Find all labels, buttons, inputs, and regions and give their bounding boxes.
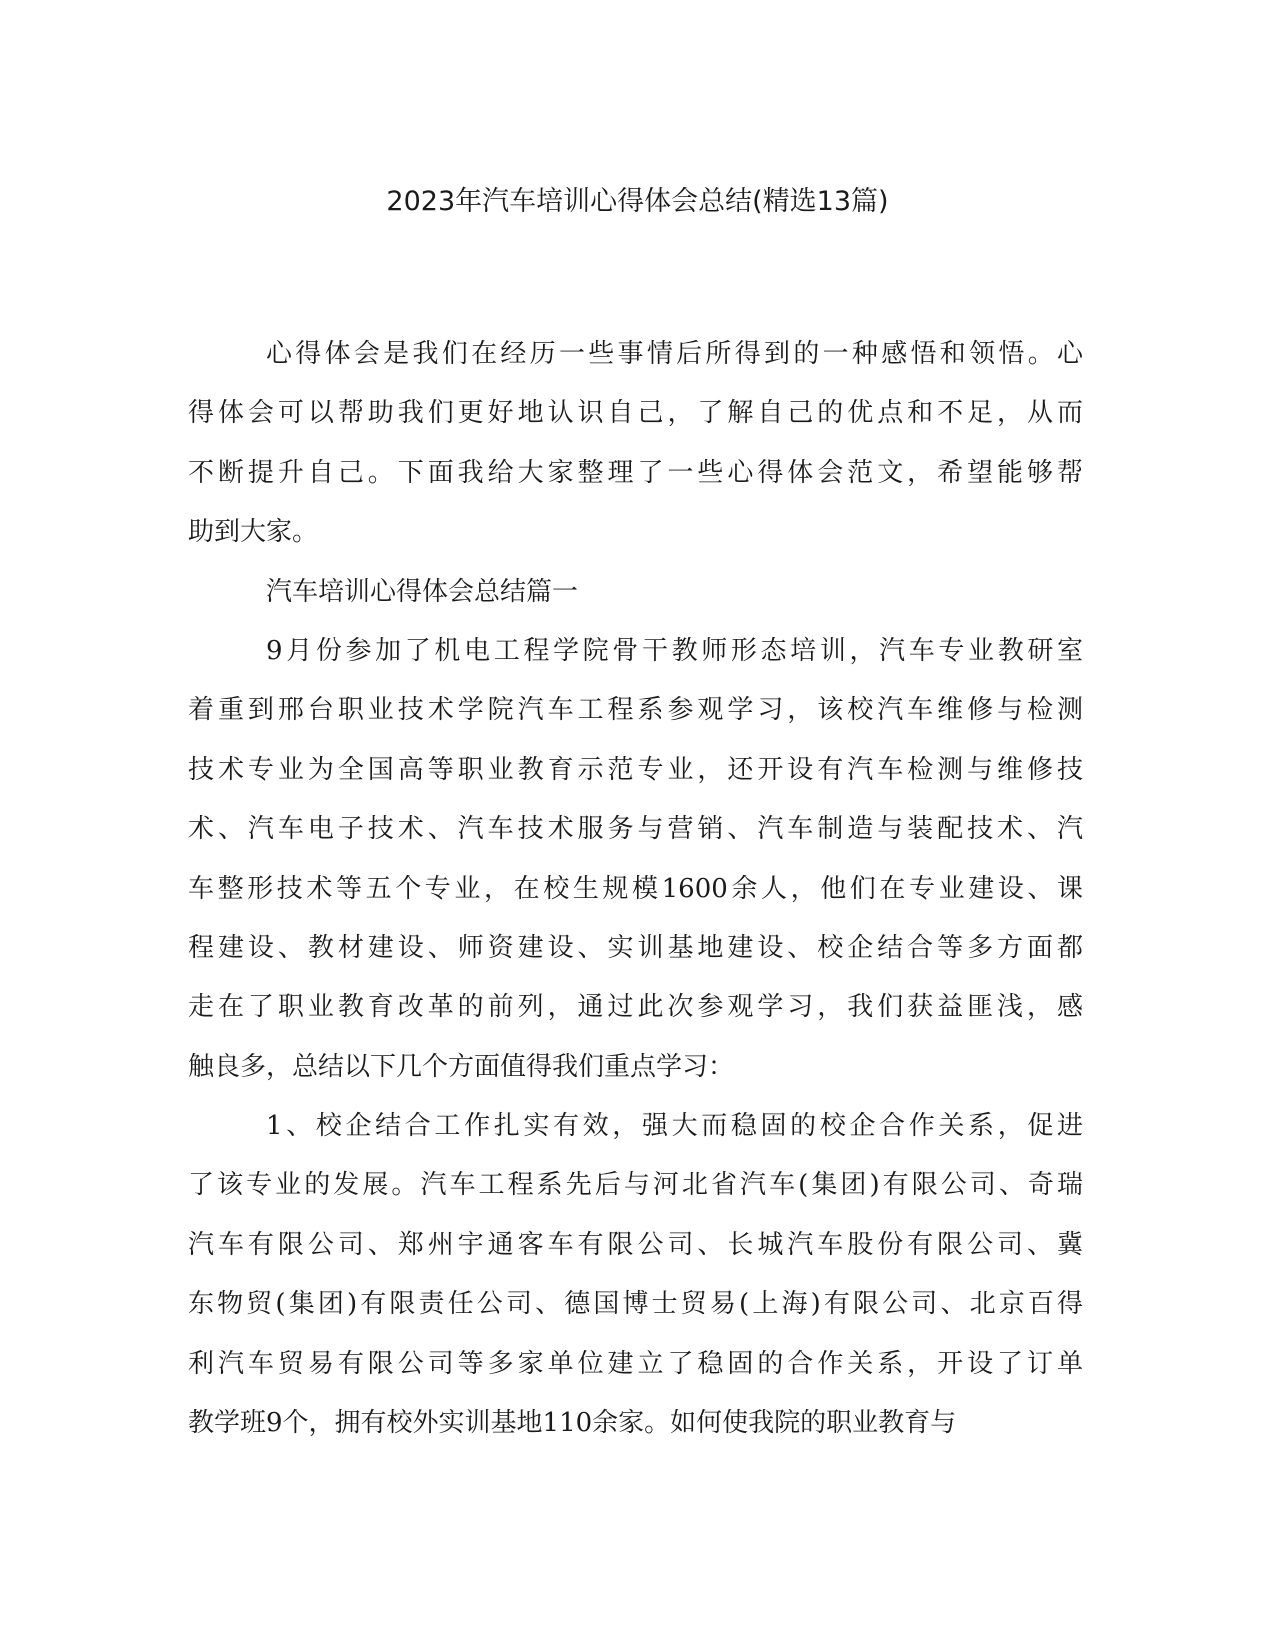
paragraph-2-line-2: 着重到邢台职业技术学院汽车工程系参观学习，该校汽车维修与检测: [188, 695, 1083, 726]
paragraph-1-line-1: 心得体会是我们在经历一些事情后所得到的一种感悟和领悟。心: [266, 339, 1083, 369]
paragraph-2-line-8: 触良多，总结以下几个方面值得我们重点学习：: [188, 1051, 735, 1082]
paragraph-2-line-4: 术、汽车电子技术、汽车技术服务与营销、汽车制造与装配技术、汽: [188, 814, 1083, 845]
document-title: 2023年汽车培训心得体会总结(精选13篇): [386, 186, 889, 217]
paragraph-3-line-2: 了该专业的发展。汽车工程系先后与河北省汽车(集团)有限公司、奇瑞: [188, 1170, 1083, 1201]
paragraph-3-line-6: 教学班9个，拥有校外实训基地110余家。如何使我院的职业教育与: [188, 1408, 957, 1439]
paragraph-1-line-2: 得体会可以帮助我们更好地认识自己，了解自己的优点和不足，从而: [188, 398, 1083, 429]
paragraph-3-line-1: 1、校企结合工作扎实有效，强大而稳固的校企合作关系，促进: [266, 1111, 1083, 1142]
paragraph-2-line-1: 9月份参加了机电工程学院骨干教师形态培训，汽车专业教研室: [266, 635, 1083, 666]
paragraph-2-line-7: 走在了职业教育改革的前列，通过此次参观学习，我们获益匪浅，感: [188, 992, 1083, 1023]
paragraph-3-line-5: 利汽车贸易有限公司等多家单位建立了稳固的合作关系，开设了订单: [188, 1348, 1083, 1379]
paragraph-2-line-6: 程建设、教材建设、师资建设、实训基地建设、校企结合等多方面都: [188, 932, 1083, 963]
section-heading: 汽车培训心得体会总结篇一: [266, 576, 579, 607]
paragraph-3-line-4: 东物贸(集团)有限责任公司、德国博士贸易(上海)有限公司、北京百得: [188, 1289, 1083, 1320]
paragraph-1-line-4: 助到大家。: [188, 517, 319, 548]
paragraph-3-line-3: 汽车有限公司、郑州宇通客车有限公司、长城汽车股份有限公司、冀: [188, 1229, 1083, 1260]
paragraph-1-line-3: 不断提升自己。下面我给大家整理了一些心得体会范文，希望能够帮: [188, 457, 1083, 488]
document-body: [188, 325, 1083, 1453]
paragraph-2-line-5: 车整形技术等五个专业，在校生规模1600余人，他们在专业建设、课: [188, 873, 1083, 904]
paragraph-2-line-3: 技术专业为全国高等职业教育示范专业，还开设有汽车检测与维修技: [188, 754, 1083, 785]
